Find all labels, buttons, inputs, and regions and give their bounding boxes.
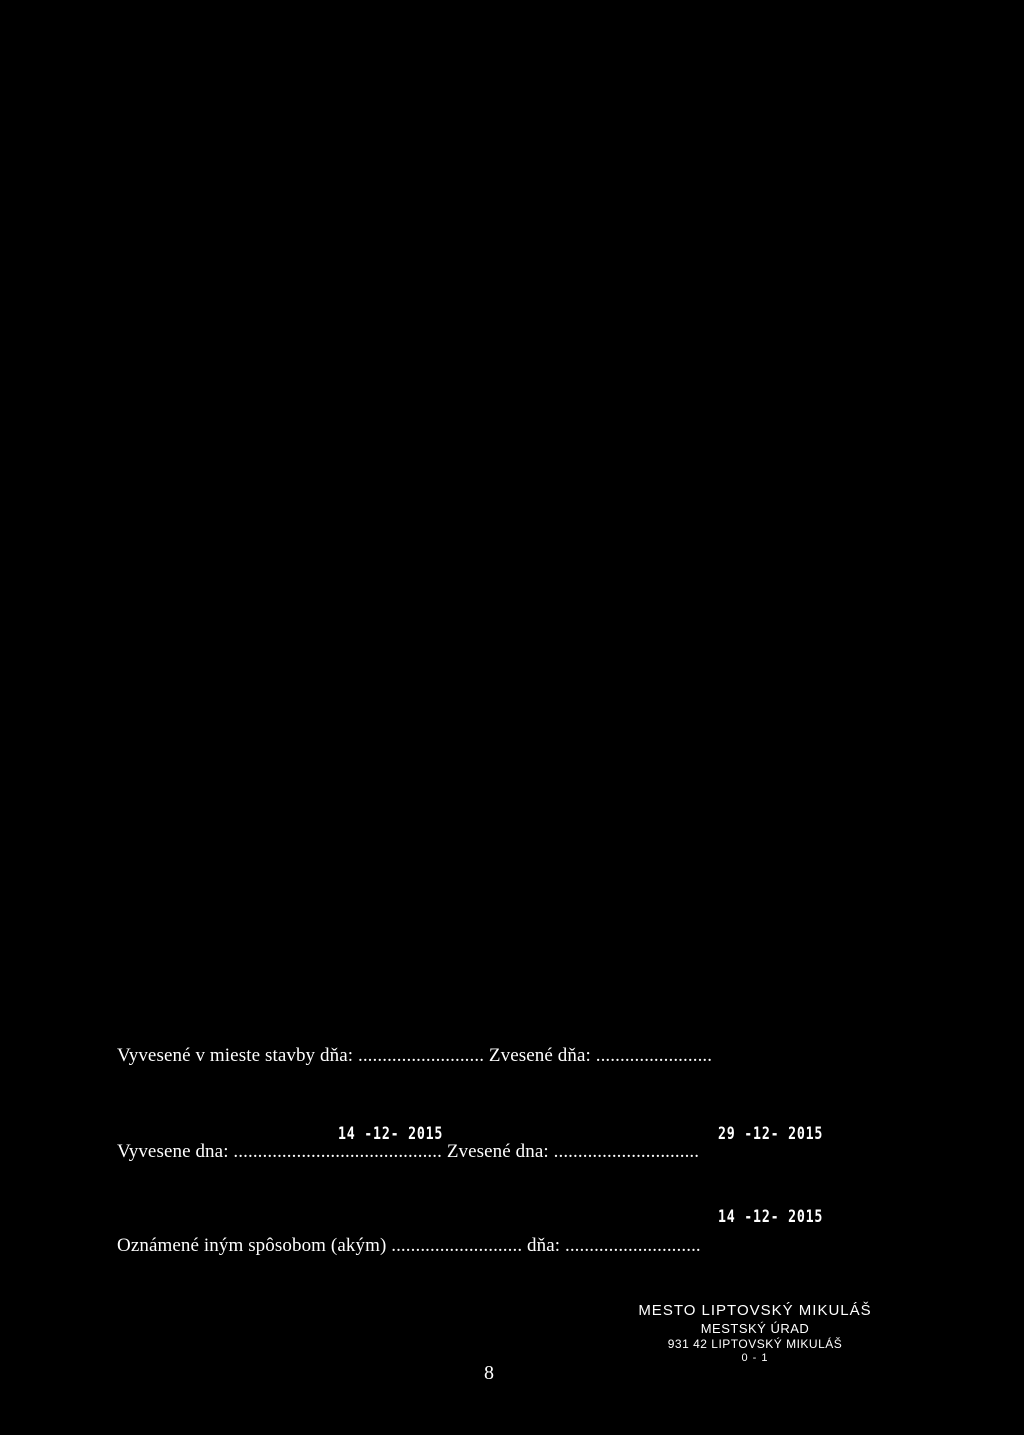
- page-number: 8: [484, 1362, 494, 1384]
- stamp-line-address: 931 42 LIPTOVSKÝ MIKULÁŠ: [667, 1337, 843, 1351]
- site-posting-line: Vyvesené v mieste stavby dňa: .......................... Zvesené dňa: ........................: [117, 1045, 713, 1066]
- posted-date-stamp: 14 -12- 2015: [338, 1124, 444, 1144]
- removed-date-stamp: 29 -12- 2015: [718, 1124, 824, 1144]
- stamp-line-code: 0 - 1: [741, 1352, 769, 1364]
- stamp-line-town: MESTO LIPTOVSKÝ MIKULÁŠ: [638, 1302, 872, 1319]
- posting-line: Vyvesene dna: ........................................... Zvesené dna: ..............................: [117, 1141, 700, 1162]
- stamp-line-office: MESTSKÝ ÚRAD: [700, 1320, 810, 1336]
- notice-date-stamp: 14 -12- 2015: [718, 1207, 824, 1227]
- office-stamp: [630, 1302, 880, 1366]
- other-notice-line: Oznámené iným spôsobom (akým) ........................... dňa: ............................: [117, 1235, 701, 1256]
